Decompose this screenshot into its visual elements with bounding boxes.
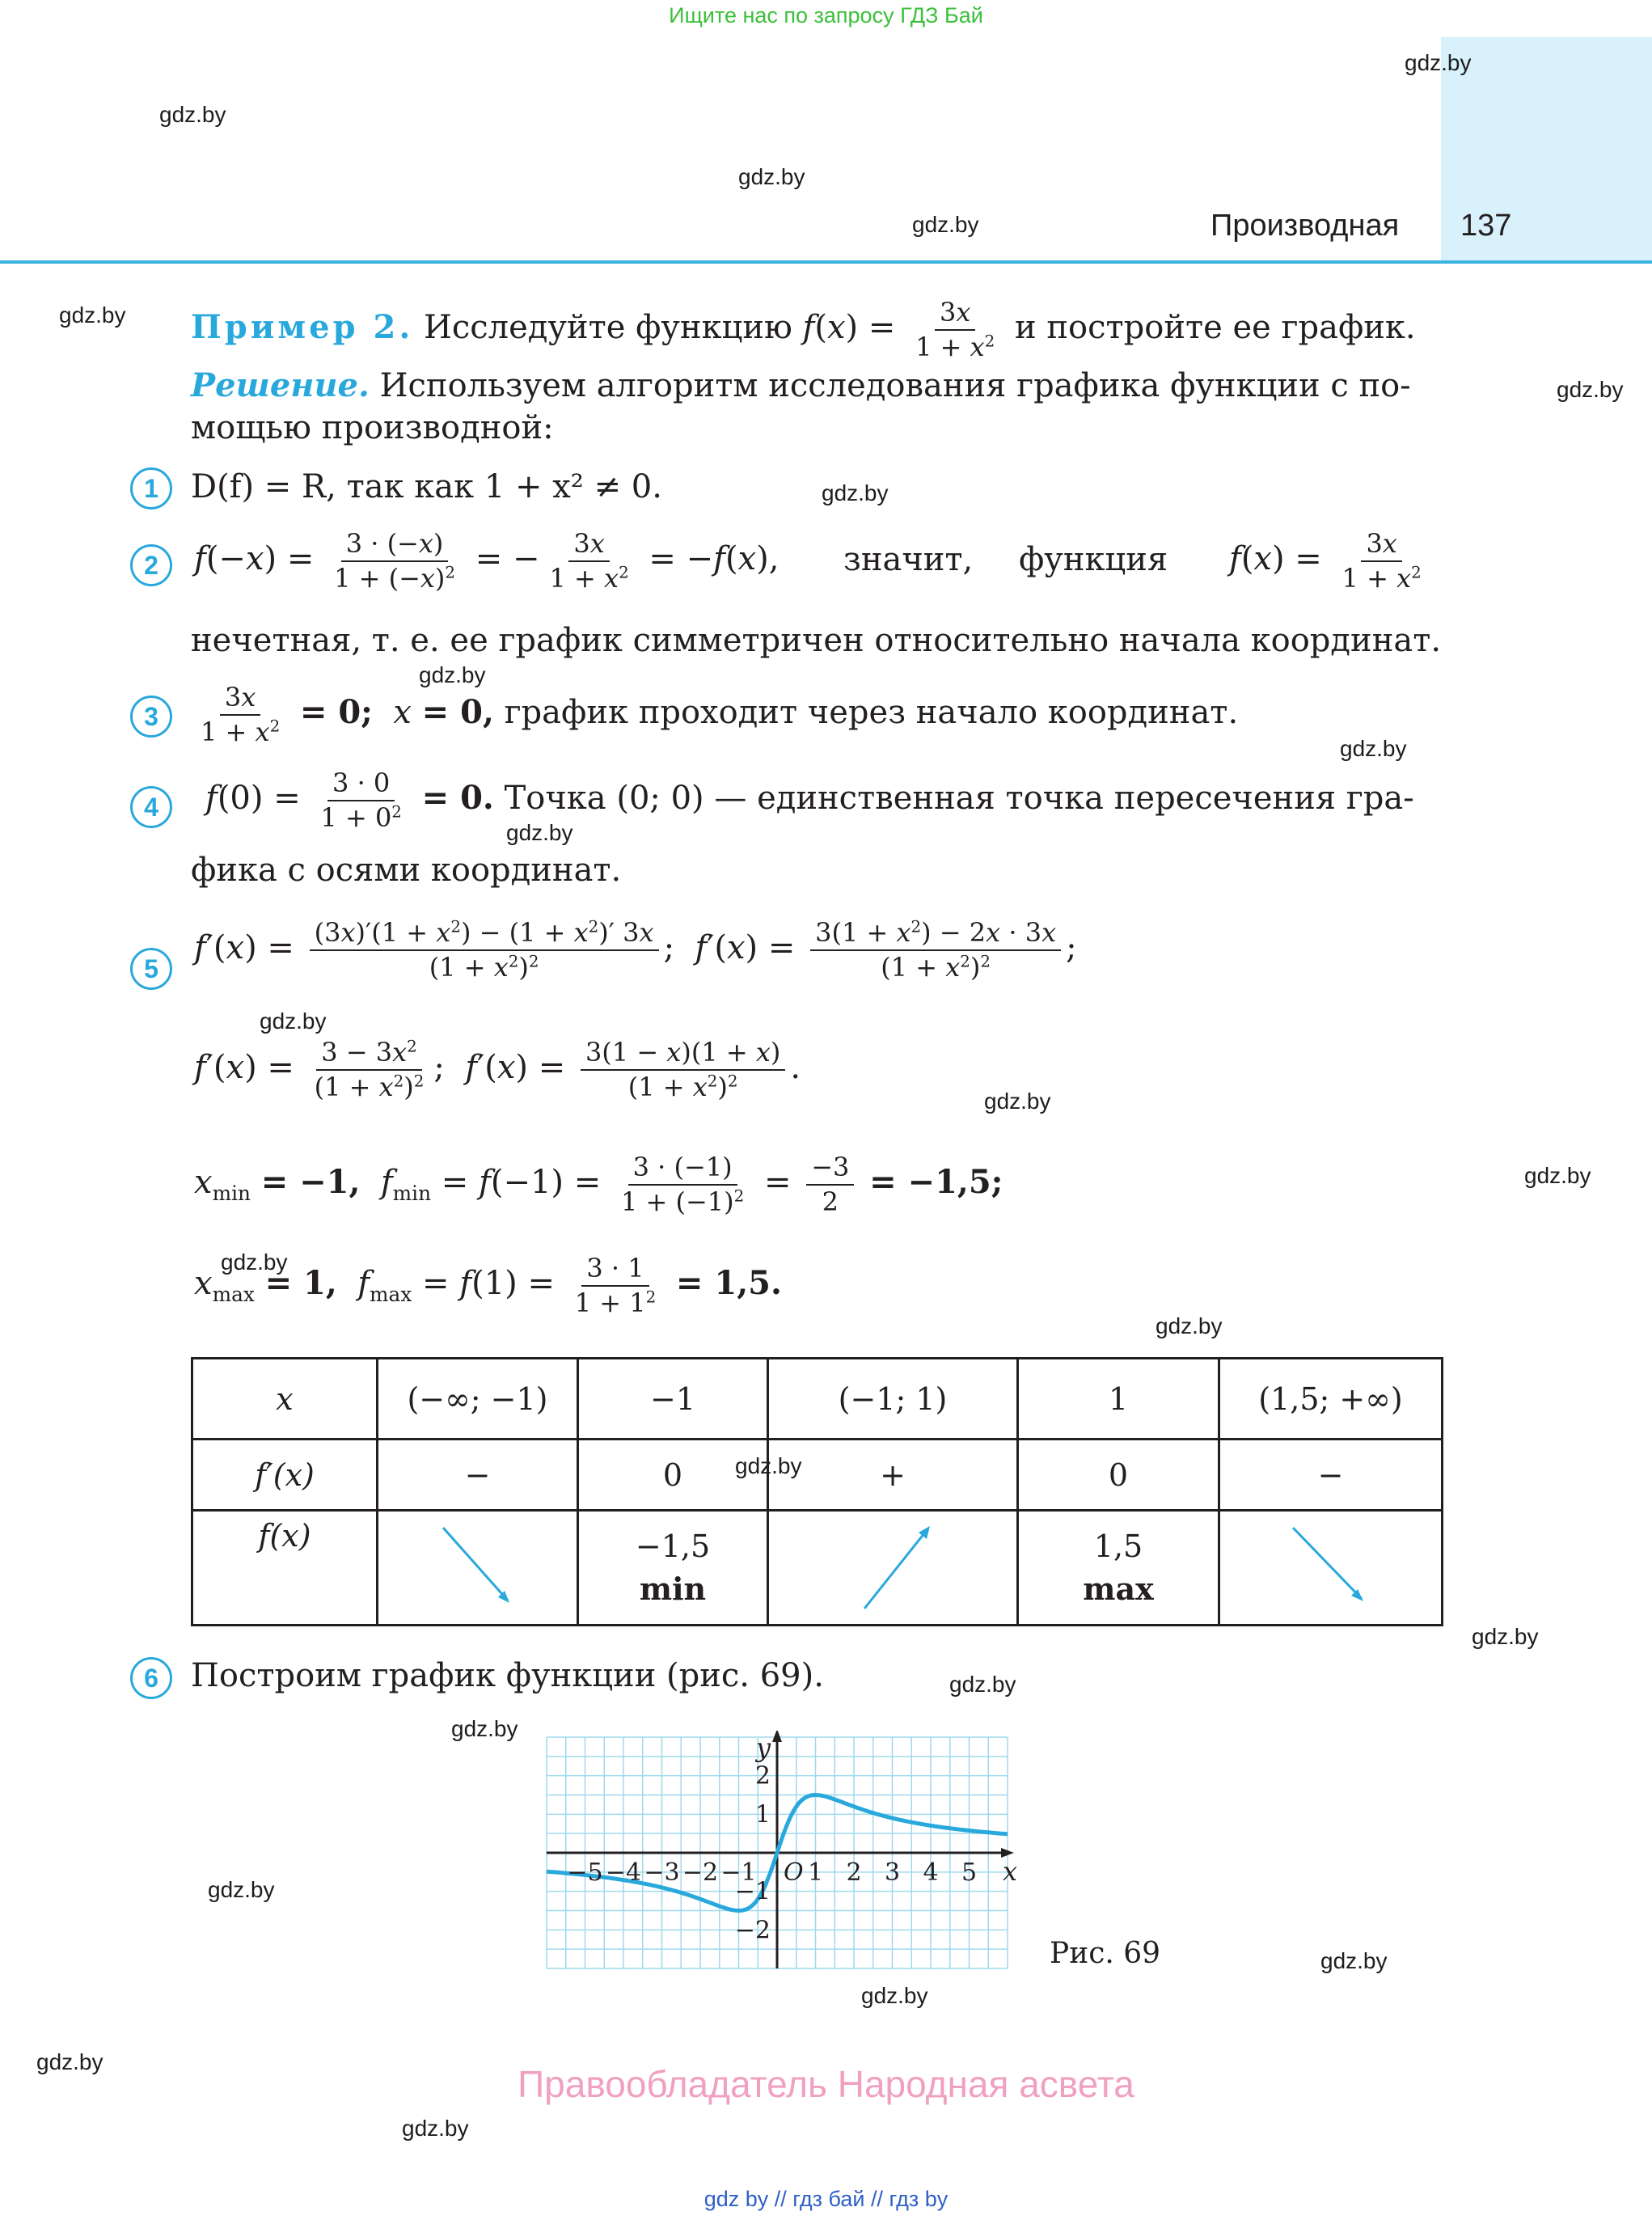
table-row-label: x [192,1359,378,1440]
max-value: 1,5 [1093,1528,1143,1564]
step-number: 3 [130,696,172,738]
y-tick-label: 1 [754,1800,771,1829]
step5-max: $x_{max} = 1$, $f_{max} = f(1)$ = $\frac{3 \cdot 1}{1 + 1^2}$ = 1,5. [194,1253,782,1318]
min-value: −1,5 [635,1528,711,1564]
x-tick-label: 1 [807,1858,824,1887]
watermark: gdz.by [738,164,805,189]
step4-formula: f(0) = $\frac{3 \cdot 0}{1 + 0^2}$ = 0. Точка (0; 0) — единственная точка пересечения гра- [205,767,1414,833]
header-rule [0,260,1652,264]
step2-function: f(x) = $\frac{3x}{1 + x^2}$ [1229,528,1422,594]
step-number: 4 [130,786,172,828]
table-cell [578,1511,768,1626]
step-number: 5 [130,948,172,990]
y-tick-label: −2 [734,1916,771,1945]
watermark: gdz.by [1156,1313,1223,1338]
increase-arrow-icon [769,1512,1016,1617]
watermark: gdz.by [1472,1624,1539,1649]
example-task: Исследуйте функцию [423,308,792,346]
step5-derivative1: f′(x) = $\frac{(3x)'(1 + x^2) - (1 + x^2)' 3x}{(1 + x^2)^2}$ ; f′(x) = $\frac{3(1 + x^2) - 2x \cdot 3x}{(1 + x^2)^2}$ ; [194,917,1077,983]
step2-words2: функция [1019,541,1168,578]
step3-formula: $\frac{3x}{1 + x^2}$ = 0; x = 0, график проходит через начало координат. [201,682,1239,747]
table-cell: (−1; 1) [768,1359,1018,1440]
step2-formula: f(−x) = $\frac{3 \cdot (-x)}{1 + (-x)^2}$ = − $\frac{3x}{1 + x^2}$ = −f(x), [194,528,780,594]
max-label: max [1083,1571,1154,1607]
x-tick-label: −4 [605,1858,642,1887]
watermark: gdz.by [36,2049,104,2074]
watermark: gdz.by [221,1249,288,1275]
x-tick-label: 2 [846,1858,862,1887]
min-label: min [639,1571,707,1607]
table-row-label: f(x) [192,1511,378,1626]
table-cell: − [378,1440,578,1511]
table-row-label: f′(x) [192,1440,378,1511]
page-number: 137 [1460,209,1512,243]
x-tick-label: 5 [961,1858,978,1887]
step5-min: $x_{min} = -1$, $f_{min} = f(-1)$ = $\frac{3 \cdot (-1)}{1 + (-1)^2}$ = $\frac{-3}{2}$ = −1,5; [194,1152,1003,1217]
table-cell: − [1219,1440,1443,1511]
step1-text: D(f) = R, так как 1 + x² ≠ 0. [191,468,662,505]
step2-line2: нечетная, т. е. ее график симметричен относительно начала координат. [191,622,1442,659]
table-cell [1018,1511,1219,1626]
solution-label: Решение. [191,366,370,404]
example-heading: Пример 2. Исследуйте функцию f(x) = $\frac{3x}{1 + x^2}$ и постройте ее график. [191,297,1416,362]
top-banner: Ищите нас по запросу ГДЗ Бай [669,3,983,27]
origin-label: O [784,1858,804,1887]
x-tick-label: 4 [923,1858,939,1887]
table-cell: 0 [578,1440,768,1511]
function-graph [543,1731,1019,1973]
rights-holder: Правообладатель Народная асвета [518,2063,1134,2105]
bottom-links: gdz by // гдз бай // гдз by [703,2187,949,2211]
step4-line2: фика с осями координат. [191,852,622,889]
watermark: gdz.by [1405,50,1472,75]
watermark: gdz.by [912,212,979,237]
solution-line2: мощью производной: [191,409,554,446]
watermark: gdz.by [451,1716,518,1741]
watermark: gdz.by [260,1008,327,1034]
x-tick-label: −2 [682,1858,719,1887]
watermark: gdz.by [159,102,226,127]
watermark: gdz.by [735,1453,802,1478]
solution-line1: Решение. Используем алгоритм исследования графика функции с по- [191,366,1411,404]
watermark: gdz.by [208,1877,275,1902]
watermark: gdz.by [984,1089,1051,1114]
watermark: gdz.by [1524,1163,1591,1188]
table-cell: (−∞; −1) [378,1359,578,1440]
figure-caption: Рис. 69 [1050,1937,1161,1970]
example-label: Пример 2. [191,307,414,346]
step2-words: значит, [843,541,974,578]
table-cell: + [768,1440,1018,1511]
table-cell: (1,5; +∞) [1219,1359,1443,1440]
step5-derivative2: f′(x) = $\frac{3 - 3x^2}{(1 + x^2)^2}$ ; f′(x) = $\frac{3(1 - x)(1 + x)}{(1 + x^2)^2}$ . [194,1037,801,1102]
x-tick-label: −3 [644,1858,680,1887]
section-title: Производная [1210,209,1400,243]
step-number: 6 [130,1657,172,1699]
watermark: gdz.by [1557,377,1624,402]
table-cell [378,1511,578,1626]
y-tick-label: 2 [754,1761,771,1791]
x-tick-label: 3 [884,1858,901,1887]
step3-text: график проходит через начало координат. [504,693,1239,731]
step6-text: Построим график функции (рис. 69). [191,1657,824,1694]
table-cell [768,1511,1018,1626]
y-axis-label: y [756,1732,771,1763]
watermark: gdz.by [822,480,889,505]
x-tick-label: −5 [567,1858,603,1887]
table-cell: 1 [1018,1359,1219,1440]
y-tick-label: −1 [734,1877,771,1906]
step-number: 1 [130,467,172,509]
watermark: gdz.by [506,820,573,845]
watermark: gdz.by [402,2116,469,2141]
variation-table [191,1357,1443,1626]
watermark: gdz.by [59,302,126,328]
decrease-arrow-icon [1220,1512,1441,1617]
table-cell: −1 [578,1359,768,1440]
table-cell [1219,1511,1443,1626]
decrease-arrow-icon [378,1512,577,1617]
watermark: gdz.by [861,1983,928,2008]
step4-text: Точка (0; 0) — единственная точка пересечения гра- [504,779,1414,817]
watermark: gdz.by [949,1672,1016,1697]
y-axis-arrow [772,1731,782,1742]
example-task-tail: и постройте ее график. [1014,308,1416,346]
x-tick-label: −1 [720,1858,757,1887]
watermark: gdz.by [419,662,486,687]
table-cell: 0 [1018,1440,1219,1511]
watermark: gdz.by [1340,736,1407,761]
x-axis-label: x [1003,1856,1018,1887]
watermark: gdz.by [1320,1948,1388,1973]
step-number: 2 [130,544,172,586]
